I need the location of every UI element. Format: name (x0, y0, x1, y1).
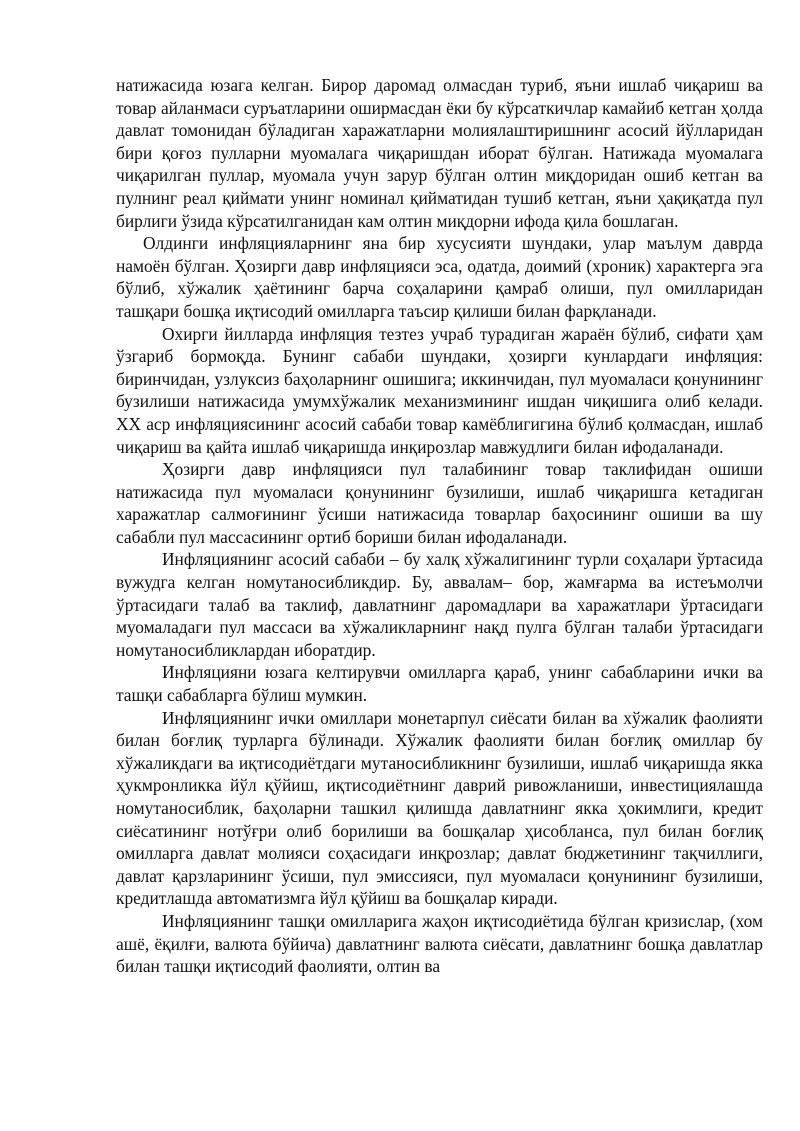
paragraph-4: Ҳозирги давр инфляцияси пул талабининг товар таклифидан ошиши натижасида пул муомаласи қонунининг бузилиши, ишлаб чиқаришга кетадиган харажатлар салмоғининг ўсиши натижасида товарлар баҳосининг ошиши ва шу сабабли пул массасининг ортиб бориши билан ифодаланади. (116, 459, 763, 547)
paragraph-7: Инфляциянинг ички омиллари монетарпул сиёсати билан ва хўжалик фаолияти билан боғлиқ турларга бўлинади. Хўжалик фаолияти билан боғлиқ омиллар бу хўжаликдаги ва иқтисодиётдаги мутаносибликнинг бузилиши, ишлаб чиқаришда якка ҳукмронликка йўл қўйиш, иқтисодиётнинг даврий ривожланиши, инвестициялашда номутаносиблик, баҳоларни ташкил қилишда давлатнинг якка ҳокимлиги, кредит сиёсатининг нотўғри олиб борилиши ва бошқалар ҳисобланса, пул билан боғлиқ омилларга давлат молияси соҳасидаги инқрозлар; давлат бюджетининг тақчиллиги, давлат қарзларининг ўсиши, пул эмиссияси, пул муомаласи қонунининг бузилиши, кредитлашда автоматизмга йўл қўйиш ва бошқалар киради. (116, 707, 763, 909)
paragraph-2: Олдинги инфляцияларнинг яна бир хусусияти шундаки, улар маълум даврда намоён бўлган. Ҳозирги давр инфляцияси эса, одатда, доимий (хроник) характерга эга бўлиб, хўжалик ҳаётининг барча соҳаларини қамраб олиши, пул омилларидан ташқари бошқа иқтисодий омилларга таъсир қилиши билан фарқланади. (116, 233, 763, 321)
document-body (116, 74, 763, 978)
paragraph-3: Охирги йилларда инфляция тезтез учраб турадиган жараён бўлиб, сифати ҳам ўзгариб бормоқда. Бунинг сабаби шундаки, ҳозирги кунлардаги инфляция: биринчидан, узлуксиз баҳоларнинг ошишига; иккинчидан, пул муомаласи қонунининг бузилиши натижасида умумхўжалик механизмининг ишдан чиқишига олиб келади. XX аср инфляциясининг асосий сабаби товар камёблигигина бўлиб қолмасдан, ишлаб чиқариш ва қайта ишлаб чиқаришда инқирозлар мавжудлиги билан ифодаланади. (116, 323, 763, 457)
paragraph-6: Инфляцияни юзага келтирувчи омилларга қараб, унинг сабабларини ички ва ташқи сабабларга бўлиш мумкин. (116, 662, 763, 706)
paragraph-5: Инфляциянинг асосий сабаби – бу халқ хўжалигининг турли соҳалари ўртасида вужудга келган номутаносибликдир. Бу, аввалам– бор, жамғарма ва истеъмолчи ўртасидаги талаб ва таклиф, давлатнинг даромадлари ва харажатлари ўртасидаги муомаладаги пул массаси ва хўжаликларнинг нақд пулга бўлган талаби ўртасидаги номутаносибликлардан иборатдир. (116, 549, 763, 660)
paragraph-1: натижасида юзага келган. Бирор даромад олмасдан туриб, яъни ишлаб чиқариш ва товар айланмаси суръатларини оширмасдан ёки бу кўрсаткичлар камайиб кетган ҳолда давлат томонидан бўладиган харажатларни молиялаштиришнинг асосий йўлларидан бири қоғоз пулларни муомалага чиқаришдан иборат бўлган. Натижада муомалага чиқарилган пуллар, муомала учун зарур бўлган олтин миқдоридан ошиб кетган ва пулнинг реал қиймати унинг номинал қийматидан тушиб кетган, яъни ҳақиқатда пул бирлиги ўзида кўрсатилганидан кам олтин миқдорни ифода қила бошлаган. (116, 75, 763, 231)
paragraph-8: Инфляциянинг ташқи омилларига жаҳон иқтисодиётида бўлган кризислар, (хом ашё, ёқилғи, валюта бўйича) давлатнинг валюта сиёсати, давлатнинг бошқа давлатлар билан ташқи иқтисодий фаолияти, олтин ва (116, 910, 763, 977)
